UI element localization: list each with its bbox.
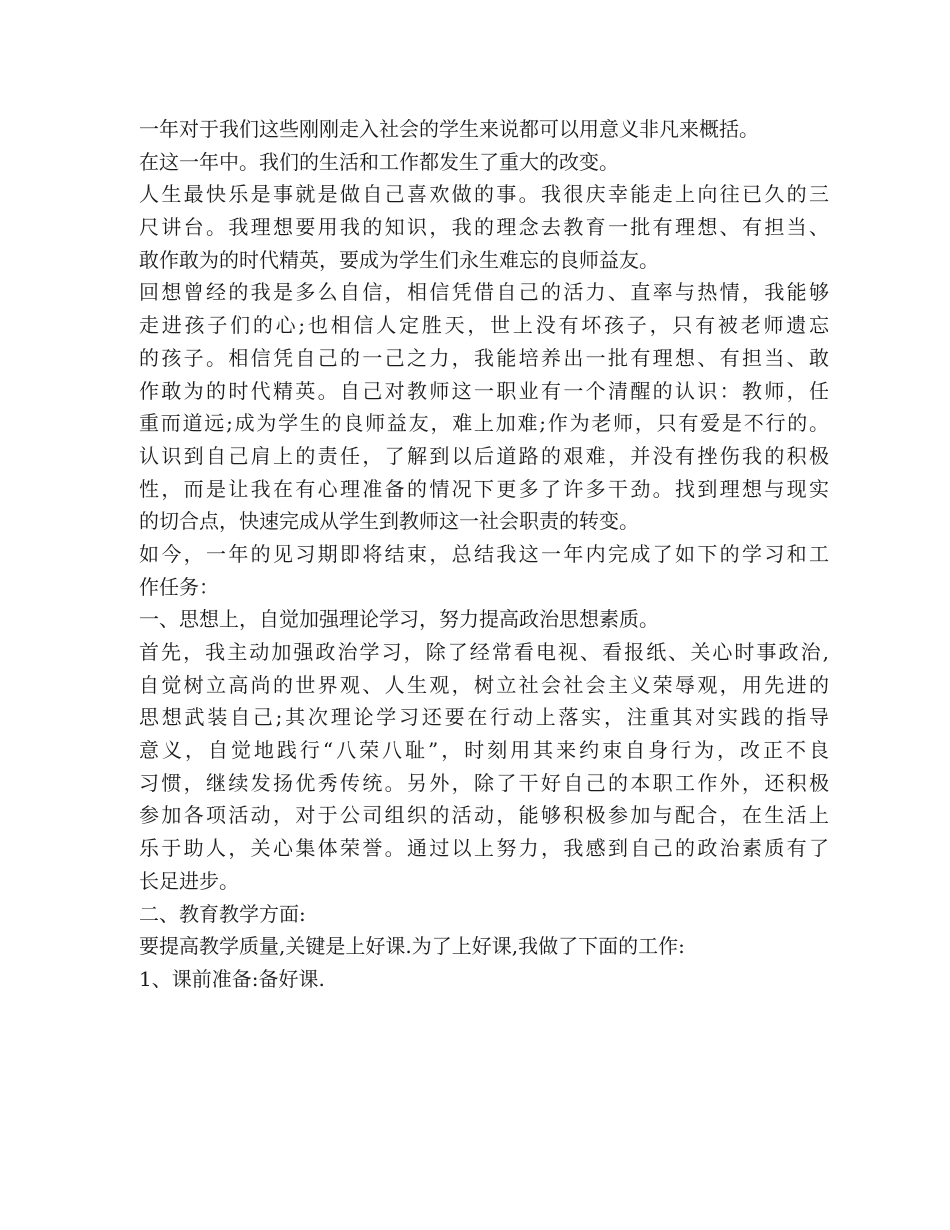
text-line-16: 一、思想上，自觉加强理论学习，努力提高政治思想素质。 xyxy=(139,607,659,632)
text-line-11: 认识到自己肩上的责任，了解到以后道路的艰难，并没有挫伤我的积极 xyxy=(139,443,829,468)
text-line-19: 思想武装自己;其次理论学习还要在行动上落实，注重其对实践的指导 xyxy=(139,705,829,730)
text-line-23: 乐于助人，关心集体荣誉。通过以上努力，我感到自己的政治素质有了 xyxy=(139,836,829,861)
text-line-9: 作敢为的时代精英。自己对教师这一职业有一个清醒的认识：教师，任 xyxy=(139,378,829,403)
text-line-3: 人生最快乐是事就是做自己喜欢做的事。我很庆幸能走上向往已久的三 xyxy=(139,182,829,207)
text-line-5: 敢作敢为的时代精英，要成为学生们永生难忘的良师益友。 xyxy=(139,247,659,272)
text-line-21: 习惯，继续发扬优秀传统。另外，除了干好自己的本职工作外，还积极 xyxy=(139,770,829,795)
text-line-7: 走进孩子们的心;也相信人定胜天，世上没有坏孩子，只有被老师遗忘 xyxy=(139,313,829,338)
text-line-26: 要提高教学质量,关键是上好课.为了上好课,我做了下面的工作: xyxy=(139,934,685,959)
text-line-14: 如今，一年的见习期即将结束，总结我这一年内完成了如下的学习和工 xyxy=(139,541,829,566)
text-line-4: 尺讲台。我理想要用我的知识，我的理念去教育一批有理想、有担当、 xyxy=(139,215,829,240)
text-line-27: 1、课前准备:备好课. xyxy=(139,966,325,991)
text-line-18: 自觉树立高尚的世界观、人生观，树立社会社会主义荣辱观，用先进的 xyxy=(139,672,829,697)
text-line-12: 性，而是让我在有心理准备的情况下更多了许多干劲。找到理想与现实 xyxy=(139,476,829,501)
text-line-2: 在这一年中。我们的生活和工作都发生了重大的改变。 xyxy=(139,149,619,174)
text-line-15: 作任务： xyxy=(139,574,219,599)
text-line-8: 的孩子。相信凭自己的一己之力，我能培养出一批有理想、有担当、敢 xyxy=(139,345,829,370)
text-line-13: 的切合点，快速完成从学生到教师这一社会职责的转变。 xyxy=(139,509,639,534)
text-line-1: 一年对于我们这些刚刚走入社会的学生来说都可以用意义非凡来概括。 xyxy=(139,117,759,141)
text-line-10: 重而道远;成为学生的良师益友，难上加难;作为老师，只有爱是不行的。 xyxy=(139,411,829,436)
text-line-25: 二、教育教学方面: xyxy=(139,901,306,926)
text-line-20: 意义，自觉地践行“八荣八耻”，时刻用其来约束自身行为，改正不良 xyxy=(139,738,829,763)
text-line-24: 长足进步。 xyxy=(139,868,239,893)
text-line-6: 回想曾经的我是多么自信，相信凭借自己的活力、直率与热情，我能够 xyxy=(139,280,829,305)
text-line-17: 首先，我主动加强政治学习，除了经常看电视、看报纸、关心时事政治, xyxy=(139,640,829,664)
text-line-22: 参加各项活动，对于公司组织的活动，能够积极参加与配合，在生活上 xyxy=(139,803,829,828)
document-body xyxy=(139,113,829,996)
